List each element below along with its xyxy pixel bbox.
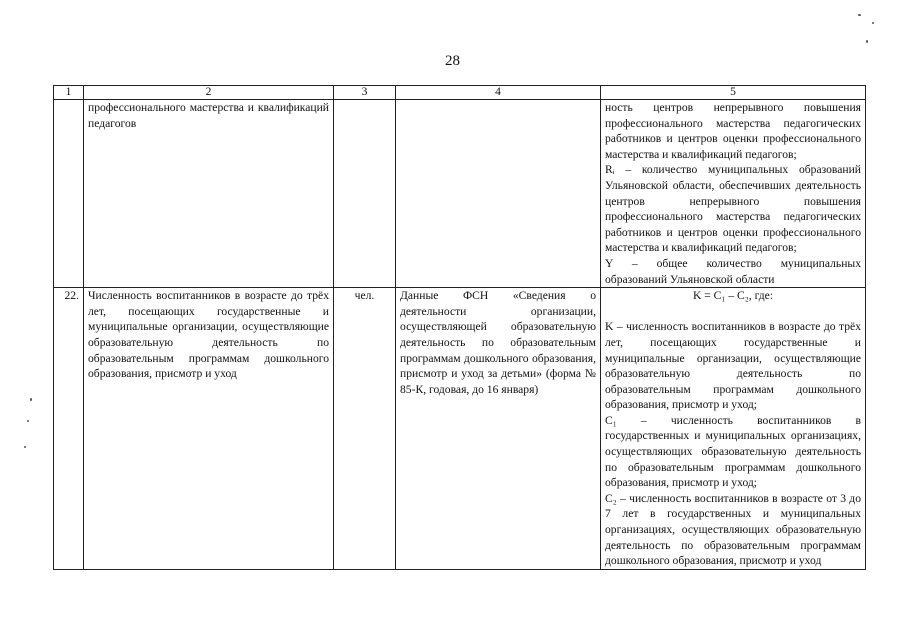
method-paragraph: ность центров непрерывного повышения профессионального мастерства педагогических работников и центров оценки профессионального мастерства и квалификаций педагогов; [605, 101, 861, 161]
method-paragraph: Rᵢ – количество муниципальных образований Ульяновской области, обеспечивших деятельность центров непрерывного повышения профессионального мастерства педагогических работников и центров оценки профессионального мастерства и квалификаций педагогов; [605, 163, 861, 255]
indicators-table [53, 85, 866, 570]
method-cell [601, 100, 866, 288]
method-paragraph: K – численность воспитанников в возрасте до трёх лет, посещающих государственные и муниципальные организации, осуществляющие образовательную деятельность по образовательным программам дошкольного образования, присмотр и уход; [605, 320, 861, 412]
source-cell [396, 288, 601, 570]
unit-cell [334, 100, 396, 288]
row-number [54, 100, 84, 288]
method-paragraph: Y – общее количество муниципальных образований Ульяновской области [605, 256, 861, 286]
source-text: Данные ФСН «Сведения о деятельности организации, осуществляющей образовательную деятельность по образовательным программам дошкольного образования, присмотр и уход за детьми» (форма № 85-К, годовая, до 16 января) [400, 289, 596, 396]
column-number: 4 [396, 86, 601, 100]
indicator-cell [84, 288, 334, 570]
method-paragraph: C₁ – численность воспитанников в государственных и муниципальных организациях, осуществляющих образовательную деятельность по образовательным программам дошкольного образования, присмотр и уход; [605, 413, 861, 490]
column-number: 3 [334, 86, 396, 100]
unit-cell: чел. [334, 288, 396, 570]
scan-speck [30, 398, 32, 401]
method-paragraph: C₂ – численность воспитанников в возрасте от 3 до 7 лет в государственных и муниципальных организациях, осуществляющих образовательную деятельность по образовательным программам дошкольного образования, присмотр и уход [605, 491, 861, 568]
table-row [54, 100, 866, 288]
scan-speck [858, 14, 861, 16]
spacer [605, 304, 861, 320]
indicator-cell [84, 100, 334, 288]
scan-speck [866, 40, 868, 43]
row-number: 22. [54, 288, 84, 570]
scan-speck [24, 446, 26, 448]
column-number: 1 [54, 86, 84, 100]
method-cell [601, 288, 866, 570]
column-number: 5 [601, 86, 866, 100]
column-number: 2 [84, 86, 334, 100]
indicator-text: Численность воспитанников в возрасте до трёх лет, посещающих государственные и муниципальные организации, осуществляющие образовательную деятельность по образовательным программам дошкольного образования, присмотр и уход [88, 289, 329, 381]
table-row [54, 288, 866, 570]
column-numbers-row [54, 86, 866, 100]
formula: K = C₁ – C₂, где: [692, 289, 774, 303]
indicator-text: профессионального мастерства и квалификаций педагогов [88, 101, 329, 130]
scan-speck [27, 420, 29, 422]
scan-speck [872, 22, 874, 24]
source-cell [396, 100, 601, 288]
page-number: 28 [445, 53, 460, 69]
